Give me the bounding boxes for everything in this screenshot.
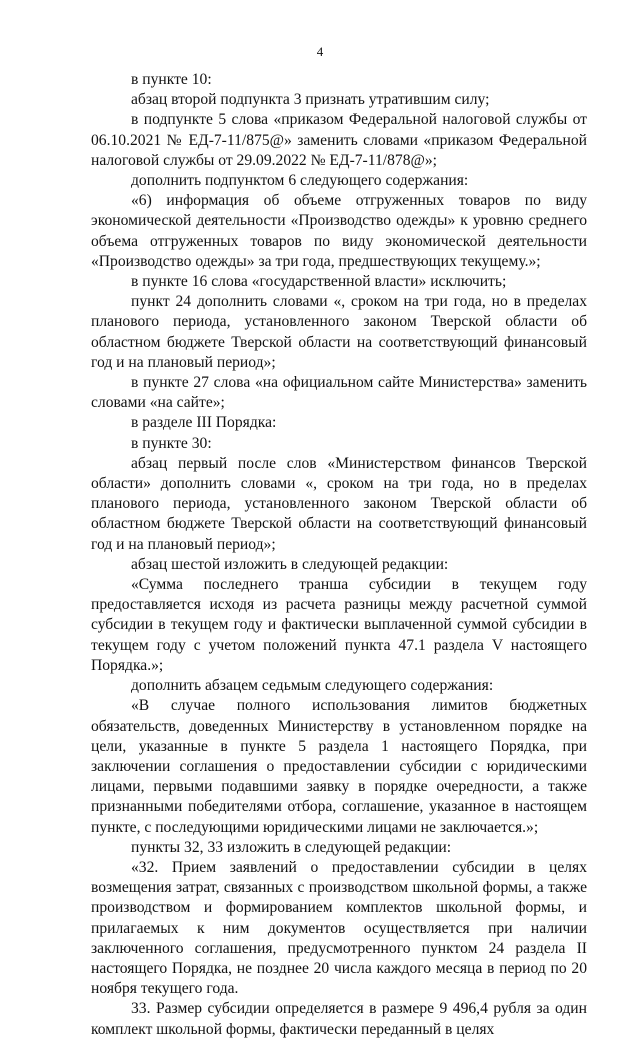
paragraph: дополнить абзацем седьмым следующего содержания: [131,677,494,695]
paragraph: в пункте 27 слова «на официальном сайте Министерства» заменить словами «на сайте»; [91,374,587,412]
paragraph: дополнить подпунктом 6 следующего содержания: [131,172,469,190]
paragraph: пункт 24 дополнить словами «, сроком на три года, но в пределах планового периода, установленного законом Тверской области об областном бюджете Тверской области на соответствующий финансовый год и на плановый период»; [91,293,587,371]
paragraph: в подпункте 5 слова «приказом Федеральной налоговой службы от 06.10.2021 № ЕД-7-11/875@» заменить словами «приказом Федеральной налоговой службы от 29.09.2022 № ЕД-7-11/878@»; [91,111,587,169]
paragraph: в разделе III Порядка: [131,414,277,432]
paragraph: «В случае полного использования лимитов бюджетных обязательств, доведенных Министерству в установленном порядке на цели, указанные в пункте 5 раздела 1 настоящего Порядка, при заключении соглашения о предоставлении субсидии с юридическими лицами, первыми подавшими заявку в порядке очередности, а также признанными победителями отбора, соглашение, указанное в настоящем пункте, с последующими юридическими лицами не заключается.»; [91,697,587,836]
paragraph: 33. Размер субсидии определяется в размере 9 496,4 рубля за один комплект школьной формы, фактически переданный в целях [91,1000,587,1038]
paragraph: «6) информация об объеме отгруженных товаров по виду экономической деятельности «Производство одежды» к уровню среднего объема отгруженных товаров по виду экономической деятельности «Производство одежды» за три года, предшествующих текущему.»; [91,192,587,270]
page-number: 4 [316,44,324,59]
paragraph: абзац шестой изложить в следующей редакции: [131,555,449,573]
document-body [91,70,587,1040]
paragraph: пункты 32, 33 изложить в следующей редакции: [131,838,452,856]
paragraph: абзац второй подпункта 3 признать утратившим силу; [131,91,490,109]
paragraph: в пункте 10: [131,71,212,88]
paragraph: в пункте 16 слова «государственной власти» исключить; [131,273,507,291]
paragraph: «Сумма последнего транша субсидии в текущем году предоставляется исходя из расчета разницы между расчетной суммой субсидии в текущем году и фактически выплаченной суммой субсидии в текущем году с учетом положений пункта 47.1 раздела V настоящего Порядка.»; [91,576,587,674]
paragraph: «32. Прием заявлений о предоставлении субсидии в целях возмещения затрат, связанных с производством школьной формы, а также производством и формированием комплектов школьной формы, и прилагаемых к ним документов осуществляется при наличии заключенного соглашения, предусмотренного пунктом 24 раздела II настоящего Порядка, не позднее 20 числа каждого месяца в период по 20 ноября текущего года. [91,858,587,998]
paragraph: в пункте 30: [131,434,212,452]
paragraph: абзац первый после слов «Министерством финансов Тверской области» дополнить словами «, сроком на три года, но в пределах планового периода, установленного законом Тверской области об областном бюджете Тверской области на соответствующий финансовый год и на плановый период»; [91,454,587,553]
